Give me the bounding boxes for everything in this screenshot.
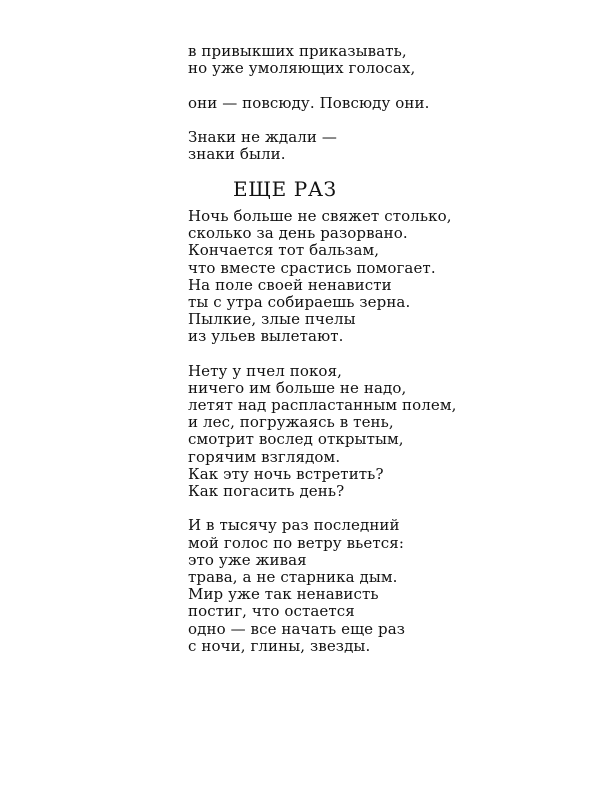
poem-line: сколько за день разорвано. <box>188 224 408 243</box>
poem-title: ЕЩЕ РАЗ <box>233 177 337 201</box>
poem-line: и лес, погружаясь в тень, <box>188 413 394 432</box>
poem-line: с ночи, глины, звезды. <box>188 636 371 655</box>
poem-line: летят над распластанным полем, <box>188 396 457 415</box>
poem-line: Как погасить день? <box>188 482 345 500</box>
poem-line: это уже живая <box>188 550 307 569</box>
poem-line: Ночь больше не свяжет столько, <box>188 207 452 225</box>
poem-line: одно — все начать еще раз <box>188 619 406 638</box>
poem-line: ничего им больше не надо, <box>188 378 407 397</box>
poem-line: Как эту ночь встретить? <box>188 464 384 483</box>
poem-line: Нету у пчел покоя, <box>188 361 342 380</box>
poem-line: мой голос по ветру вьется: <box>188 533 404 552</box>
poem-line: Кончается тот бальзам, <box>188 241 380 260</box>
stanza-break <box>188 500 568 517</box>
poem-line: ты с утра собираешь зерна. <box>188 292 411 311</box>
poem-line: в привыкших приказывать, <box>188 42 407 60</box>
poem-body <box>188 208 568 655</box>
poem-line: На поле своей ненависти <box>188 275 392 294</box>
poem-line: что вместе срастись помогает. <box>188 258 436 277</box>
poem-line: Мир уже так ненависть <box>188 585 379 604</box>
poem-line: смотрит вослед открытым, <box>188 430 404 449</box>
poem-line: Знаки не ждали — <box>188 127 337 146</box>
poem-line: знаки были. <box>188 145 286 164</box>
poem-fragment <box>188 43 568 163</box>
poem-line: но уже умоляющих голосах, <box>188 59 416 78</box>
poem-line: они — повсюду. Повсюду они. <box>188 93 430 112</box>
stanza-break <box>188 77 568 94</box>
poem-line: постиг, что остается <box>188 602 355 621</box>
poem-line: горячим взглядом. <box>188 447 341 466</box>
poem-line: Пылкие, злые пчелы <box>188 310 356 329</box>
stanza-break <box>188 112 568 129</box>
stanza-break <box>188 346 568 363</box>
poem-line: из ульев вылетают. <box>188 327 344 346</box>
poem-line: И в тысячу раз последний <box>188 516 400 535</box>
poem-line: трава, а не старника дым. <box>188 567 398 586</box>
